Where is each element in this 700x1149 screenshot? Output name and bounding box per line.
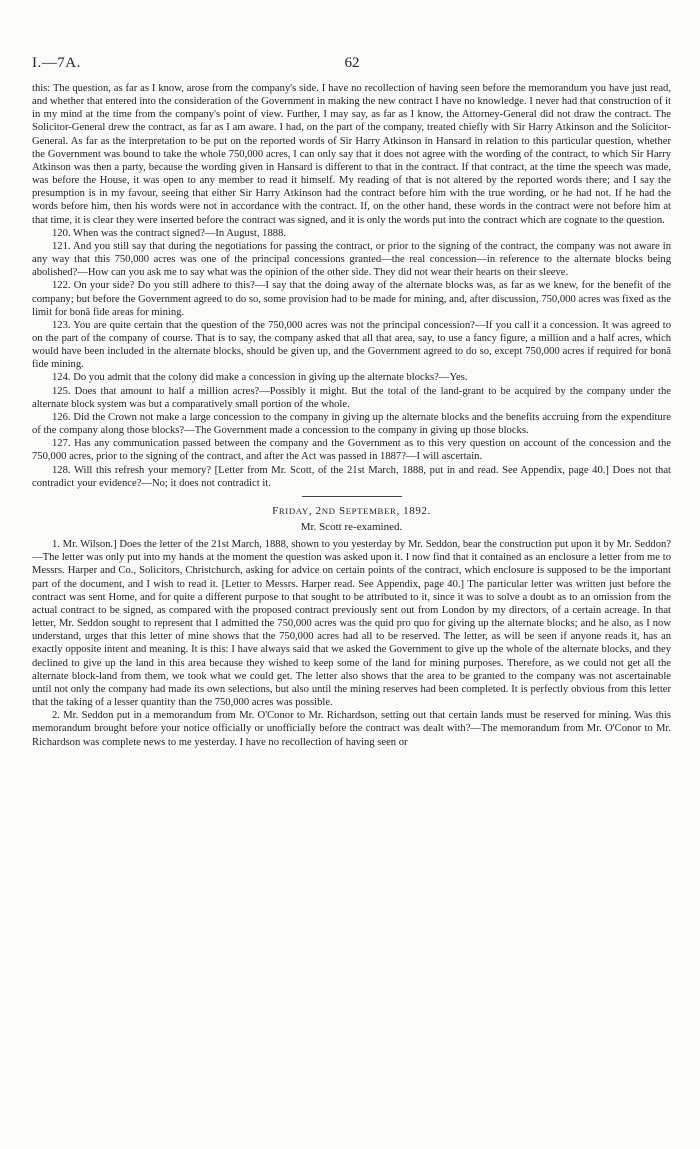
document-body [32, 82, 671, 749]
date-heading-part: , 1892. [396, 504, 431, 517]
question-124: 124. Do you admit that the colony did make a concession in giving up the alternate blocks?—Yes. [52, 372, 468, 384]
question-128: 128. Will this refresh your memory? [Letter from Mr. Scott, of the 21st March, 1888, put in and read. See Appendix, page 40.] Does not that contradict your evidence?—No; it does not contradict it. [32, 464, 671, 489]
document-reference: I.—7A. [32, 55, 81, 71]
section-subheading: Mr. Scott re-examined. [300, 521, 403, 533]
date-heading-part: EPTEMBER [345, 505, 397, 516]
question-123: 123. You are quite certain that the question of the 750,000 acres was not the principal concession?—If you call it a concession. It was agreed to on the part of the company of course. That is to say, the company asked that all that area, say, to use a fancy figure, a million and a half acres, which would have been included in the alternate blocks, should be given up, and the Government agreed to do so, except 750,000 acres if required for bonâ fide mining. [32, 319, 671, 371]
date-heading-part: , 2 [308, 504, 322, 517]
question-125: 125. Does that amount to half a million acres?—Possibly it might. But the total of the land-grant to be acquired by the company under the alternate block system was but a comparatively small portion of the whole. [32, 385, 671, 410]
page-header [32, 55, 672, 77]
date-heading-part: S [335, 504, 346, 517]
date-heading-part: ND [321, 505, 336, 516]
question-1: 1. Mr. Wilson.] Does the letter of the 21st March, 1888, shown to you yesterday by Mr. Seddon, bear the construction put upon it by Mr. Seddon?—The letter was only put into my hands at the moment the question was asked upon it. I now find that it contained as an enclosure a letter from me to Messrs. Harper and Co., Solicitors, Christchurch, asking for advice on certain points of the contract, which enclosure is supposed to be the important part of the document, and I wish to read it. [Letter to Messrs. Harper read. See Appendix, page 40.] The particular letter was written just before the contract was sent Home, and for quite a different purpose to that sought to be attributed to it, since it was to solve a doubt as to an omission from the actual contract to be signed, as compared with the proposed contract previously sent out from London by my directors, of a certain acreage. In that letter, Mr. Seddon sought to represent that I admitted the 750,000 acres was the quid pro quo for giving up the alternate blocks; and he also, as I now understand, urges that this letter of mine shows that the 750,000 acres had all to be reserved. The letter, as will be seen if anyone reads it, has an exactly opposite intent and meaning. It is this: I have always said that we asked the Government to give up the whole of the alternate blocks, and they declined to give up the land in this area because they wished to keep some of the land for mining purposes. Therefore, as we could not get all the alternate block-land from them, we took what we could get. The letter also shows that the area to be granted to the company was not ascertainable until not only the company had made its own selections, but also until the mining reserves had been completed. It is perfectly obvious from this letter that the taking of a lesser quantity than the 750,000 acres was possible. [32, 539, 671, 709]
question-121: 121. And you still say that during the negotiations for passing the contract, or prior to the signing of the contract, the company was not aware in any way that this 750,000 acres was one of the principal concessions granted—the real concession—in reference to the alternate blocks being abolished?—How can you ask me to say what was the opinion of the other side. They did not wear their hearts on their sleeve. [32, 240, 671, 279]
question-2: 2. Mr. Seddon put in a memorandum from Mr. O'Conor to Mr. Richardson, setting out that certain lands must be reserved for mining. Was this memorandum brought before your notice officially or unofficially before the contract was dealt with?—The memorandum from Mr. O'Conor to Mr. Richardson was complete news to me yesterday. I have no recollection of having seen or [32, 710, 671, 748]
section-divider [302, 496, 402, 497]
date-heading-part: RIDAY [278, 505, 309, 516]
question-126: 126. Did the Crown not make a large concession to the company in giving up the alternate blocks and the benefits accruing from the expenditure of the company along those blocks?—The Government made a concession to the company in giving up those blocks. [32, 411, 671, 437]
question-122: 122. On your side? Do you still adhere to this?—I say that the doing away of the alternate blocks was, as far as we knew, for the benefit of the company; but before the Government agreed to do so, some provision had to be made for mining, and, after discussion, 750,000 acres was fixed as the limit for bonâ fide areas for mining. [32, 280, 671, 318]
page-number: 62 [344, 55, 360, 71]
question-127: 127. Has any communication passed between the company and the Government as to this very question on account of the concession and the 750,000 acres, prior to the signing of the contract, and after the Act was passed in 1887?—I will ascertain. [32, 438, 671, 463]
question-120: 120. When was the contract signed?—In August, 1888. [52, 227, 286, 239]
date-heading-part: F [272, 504, 279, 517]
paragraph: this: The question, as far as I know, arose from the company's side. I have no recollection of having seen before the memorandum you have just read, and whether that entered into the consideration of the Government in making the new contract I have no knowledge. I never had that construction of it in my mind at the time from the company's point of view. Further, I may say, as far as I know, the Attorney-General did not draw the contract. The Solicitor-General drew the contract, as far as I am aware. I had, on the part of the company, treated chiefly with Sir Harry Atkinson and the Solicitor-General. As far as the interpretation to be put on the reported words of Sir Harry Atkinson in Hansard in relation to this particular question, whether the Government was bound to take the whole 750,000 acres, I can only say that it does not agree with the wording of the contract, to which Sir Harry Atkinson was then a party, because the wording given in Hansard is different to that in the contract. If that contract, at the time the speech was made, was before the House, it was open to any member to read it himself. My reading of that is not altered by the reported words there; and I say the presumption is in my favour, seeing that either Sir Harry Atkinson had the contract before him with the true wording, or he had not. If he had the words before him, then his words were not in accordance with the contract. If, on the other hand, these words in the contract were not before him at that time, it is clear they were inserted before the contract was signed, and it is only the words put into the contract which are cognate to the question. [32, 83, 671, 226]
section-date-heading [32, 505, 671, 518]
